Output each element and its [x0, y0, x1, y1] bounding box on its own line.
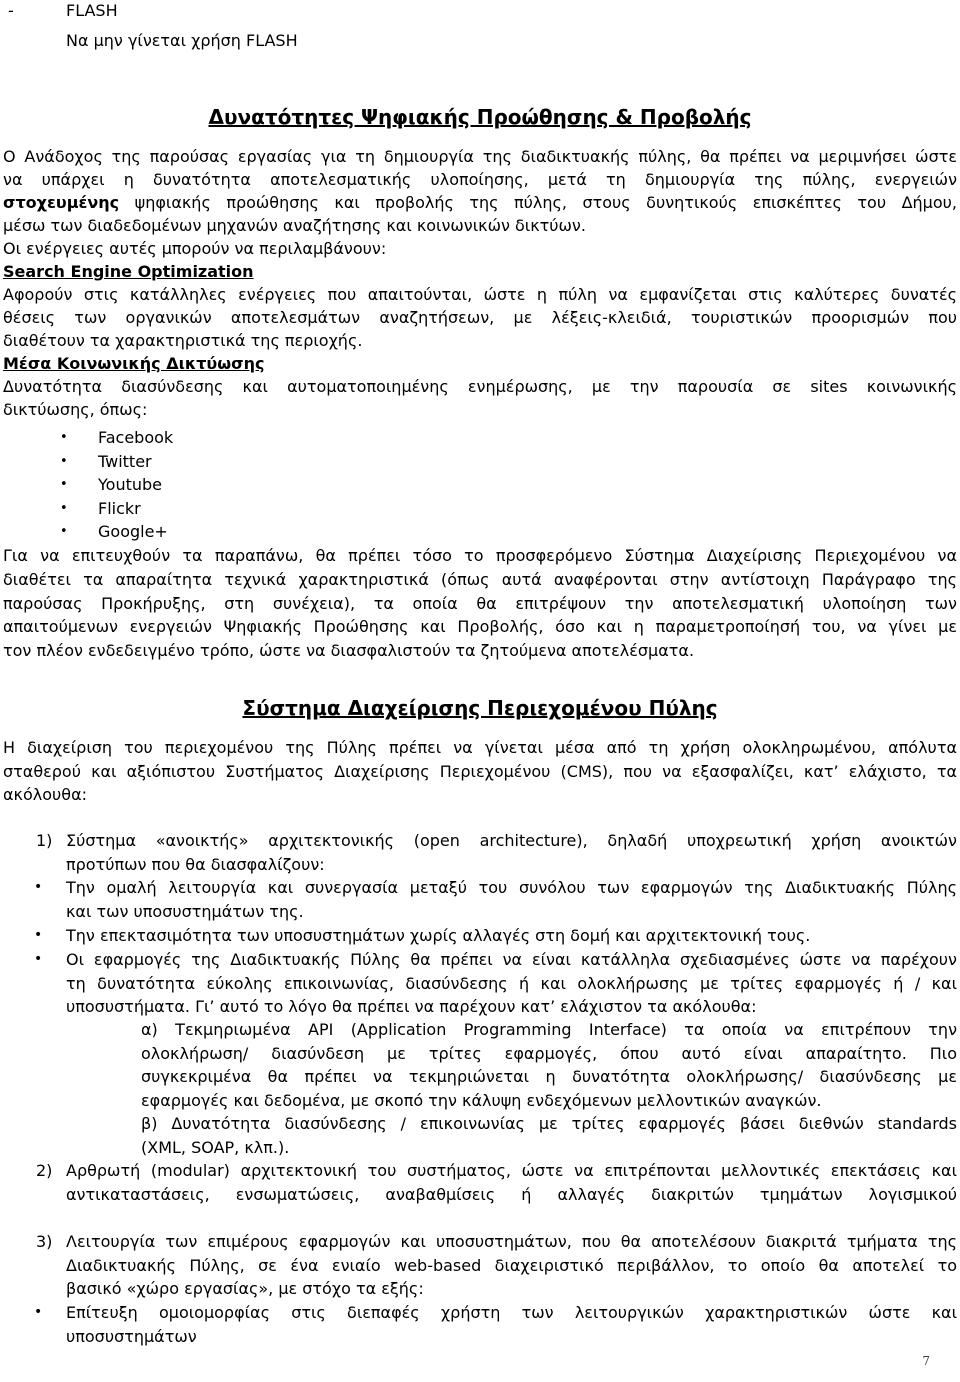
item-3-text — [66, 1230, 957, 1301]
list-item — [60, 450, 173, 474]
item-line: Λειτουργία των επιμέρους εφαρμογών και υποσυστημάτων, που θα αποτελέσουν διακριτά τμήματα της — [66, 1232, 957, 1251]
cms-intro-line: Η διαχείριση του περιεχομένου της Πύλης πρέπει να γίνεται μέσα από τη χρήση ολοκληρωμένου, απόλυτα — [3, 738, 957, 757]
flash-text: Να μην γίνεται χρήση FLASH — [66, 31, 298, 50]
intro-line: μέσω των διαδεδομένων μηχανών αναζήτησης και κοινωνικών δικτύων. — [3, 216, 586, 235]
sub-item-a — [141, 1018, 957, 1112]
social-sites-list — [60, 426, 173, 544]
closing-line: τον πλέον ενδεδειγμένο τρόπο, ώστε να διασφαλιστούν τα ζητούμενα αποτελέσματα. — [3, 641, 695, 661]
intro-line: να υπάρχει η δυνατότητα αποτελεσματικής υλοποίησης, μετά τη δημιουργία της πύλης, ενεργειών — [3, 170, 957, 189]
section-heading-cms: Σύστημα Διαχείρισης Περιεχομένου Πύλης — [242, 696, 718, 720]
bullet-icon: • — [60, 453, 68, 469]
seo-line: Αφορούν στις κατάλληλες ενέργειες που απαιτούνται, ώστε η πύλη να εμφανίζεται στις καλύτερες δυνατές — [3, 285, 957, 304]
flash-dash: - — [8, 1, 14, 20]
cms-intro-line: ακόλουθα: — [3, 785, 88, 805]
list-item — [60, 426, 173, 450]
intro-line: Ο Ανάδοχος της παρούσας εργασίας για τη δημιουργία της διαδικτυακής πύλης, θα πρέπει να μεριμνήσει ώστε — [3, 147, 957, 166]
bullet-icon: • — [34, 927, 43, 943]
closing-line: διαθέτει τα απαραίτητα τεχνικά χαρακτηριστικά (όπως αυτά αναφέρονται στην αντίστοιχη Παράγραφο της — [3, 569, 957, 589]
list-item — [60, 520, 173, 544]
item-3-marker: 3) — [36, 1232, 53, 1251]
list-item — [60, 473, 173, 497]
bullet-icon: • — [34, 951, 43, 967]
cms-intro-line: σταθερού και αξιόπιστου Συστήματος Διαχείρισης Περιεχομένου (CMS), που να εξασφαλίζει, κατ’ ελάχιστο, τα — [3, 761, 957, 781]
intro-paragraph — [3, 145, 957, 421]
sub-item-b — [141, 1112, 957, 1159]
intro-line — [3, 191, 957, 214]
bullet-text-1 — [66, 876, 957, 923]
section-heading-promotion: Δυνατότητες Ψηφιακής Προώθησης & Προβολής — [208, 105, 752, 129]
sub-line: συγκεκριμένα θα πρέπει να τεκμηριώνεται η δυνατότητα ολοκλήρωσης/ διασύνδεσης με — [141, 1067, 957, 1086]
item-line: Σύστημα «ανοικτής» αρχιτεκτονικής (open architecture), δηλαδή υποχρεωτική χρήση ανοικτών — [66, 831, 957, 850]
flash-title: FLASH — [66, 1, 118, 20]
bullet-icon: • — [60, 500, 68, 516]
bullet-line: Οι εφαρμογές της Διαδικτυακής Πύλης θα πρέπει να είναι κατάλληλα σχεδιασμένες ώστε να παρέχουν — [66, 950, 957, 969]
item-line: Διαδικτυακής Πύλης, σε ένα ενιαίο web-based διαχειριστικό περιβάλλον, το οποίο θα αποτελεί το — [66, 1255, 957, 1275]
closing-line: Για να επιτευχθούν τα παραπάνω, θα πρέπει τόσο το προσφερόμενο Σύστημα Διαχείρισης Περιεχομένου να — [3, 546, 957, 565]
page-number: 7 — [922, 1354, 930, 1368]
item-line: αντικαταστάσεις, ενσωματώσεις, αναβαθμίσεις ή αλλαγές διακριτών τμημάτων λογισμικού — [66, 1184, 957, 1204]
cms-intro-paragraph — [3, 736, 957, 807]
item-line: βασικό «χώρο εργασίας», με στόχο τα εξής: — [66, 1279, 424, 1298]
closing-line: απαιτούμενων ενεργειών Ψηφιακής Προώθησης και Προβολής, όσο και η παραμετροποίησή του, να γίνει με — [3, 617, 957, 637]
bullet-line: υποσυστήματα. Γι’ αυτό το λόγο θα πρέπει να παρέχουν κατ’ ελάχιστον τα ακόλουθα: — [66, 997, 757, 1016]
bullet-text-2 — [66, 924, 957, 948]
sub-line: εφαρμογές και δεδομένα, με σκοπό την κάλυψη ενδεχόμενων μελλοντικών αναγκών. — [141, 1090, 822, 1110]
bullet-line: και των υποσυστημάτων της. — [66, 901, 304, 921]
seo-line: διαθέτουν τα χαρακτηριστικά της περιοχής. — [3, 331, 363, 350]
closing-line: παρούσας Προκήρυξης, στη συνέχεια), τα οποία θα επιτρέψουν την αποτελεσματική υλοποίηση των — [3, 593, 957, 613]
bullet-icon: • — [60, 430, 68, 445]
bullet-line: Την ομαλή λειτουργία και συνεργασία μεταξύ του συνόλου των εφαρμογών της Διαδικτυακής Πύλης — [66, 878, 957, 897]
intro-line-rest: ψηφιακής προώθησης και προβολής της πύλης, στους δυνητικούς επισκέπτες του Δήμου, — [134, 193, 957, 212]
sub-line: β) Δυνατότητα διασύνδεσης / επικοινωνίας με τρίτες εφαρμογές βάσει διεθνών standards — [141, 1114, 957, 1133]
social-site-label: Google+ — [98, 522, 168, 542]
intro-bold-word: στοχευμένης — [3, 193, 120, 212]
bullet-line: Την επεκτασιμότητα των υποσυστημάτων χωρίς αλλαγές στη δομή και αρχιτεκτονική τους. — [66, 926, 811, 945]
social-line: Δυνατότητα διασύνδεσης και αυτοματοποιημένης ενημέρωσης, με την παρουσία σε sites κοινωνικής — [3, 377, 957, 396]
social-heading: Μέσα Κοινωνικής Δικτύωσης — [3, 354, 265, 373]
bullet-line: τη δυνατότητα εύκολης επικοινωνίας, διασύνδεσης ή και ολοκλήρωσης με τρίτες εφαρμογές ή / και — [66, 973, 957, 993]
social-site-label: Twitter — [98, 451, 152, 471]
item-1-marker: 1) — [36, 831, 53, 850]
social-site-label: Flickr — [98, 498, 141, 518]
social-line: δικτύωσης, όπως: — [3, 400, 148, 419]
seo-heading: Search Engine Optimization — [3, 262, 254, 281]
item-1-text — [66, 829, 957, 876]
bullet-icon: • — [34, 1304, 43, 1320]
bullet-text-4 — [66, 1301, 957, 1348]
item-line: Αρθρωτή (modular) αρχιτεκτονική του συστήματος, ώστε να επιτρέπονται μελλοντικές επεκτάσεις και — [66, 1161, 957, 1180]
bullet-line: υποσυστημάτων — [66, 1326, 197, 1346]
social-site-label: Facebook — [98, 428, 174, 447]
item-2-text — [66, 1159, 957, 1206]
sub-line: α) Τεκμηριωμένα API (Application Programming Interface) τα οποία να επιτρέπουν την — [141, 1020, 957, 1039]
sub-line: (XML, SOAP, κλπ.). — [141, 1137, 290, 1157]
bullet-icon: • — [34, 879, 43, 895]
lead-text: Οι ενέργειες αυτές μπορούν να περιλαμβάνουν: — [3, 239, 387, 258]
item-2-marker: 2) — [36, 1161, 53, 1180]
bullet-icon: • — [60, 524, 68, 540]
list-item — [60, 497, 173, 521]
sub-line: ολοκλήρωση/ διασύνδεση με τρίτες εφαρμογές, όπου αυτό είναι απαραίτητο. Πιο — [141, 1043, 957, 1063]
item-line: προτύπων που θα διασφαλίζουν: — [66, 854, 325, 874]
bullet-icon: • — [60, 477, 68, 493]
social-site-label: Youtube — [98, 475, 162, 495]
seo-line: θέσεις των οργανικών αποτελεσμάτων αναζητήσεων, με λέξεις-κλειδιά, τουριστικών προορισμών που — [3, 308, 957, 327]
bullet-line: Επίτευξη ομοιομορφίας στις διεπαφές χρήστη των λειτουργικών χαρακτηριστικών ώστε και — [66, 1303, 957, 1322]
closing-paragraph — [3, 544, 957, 663]
bullet-text-3 — [66, 948, 957, 1019]
